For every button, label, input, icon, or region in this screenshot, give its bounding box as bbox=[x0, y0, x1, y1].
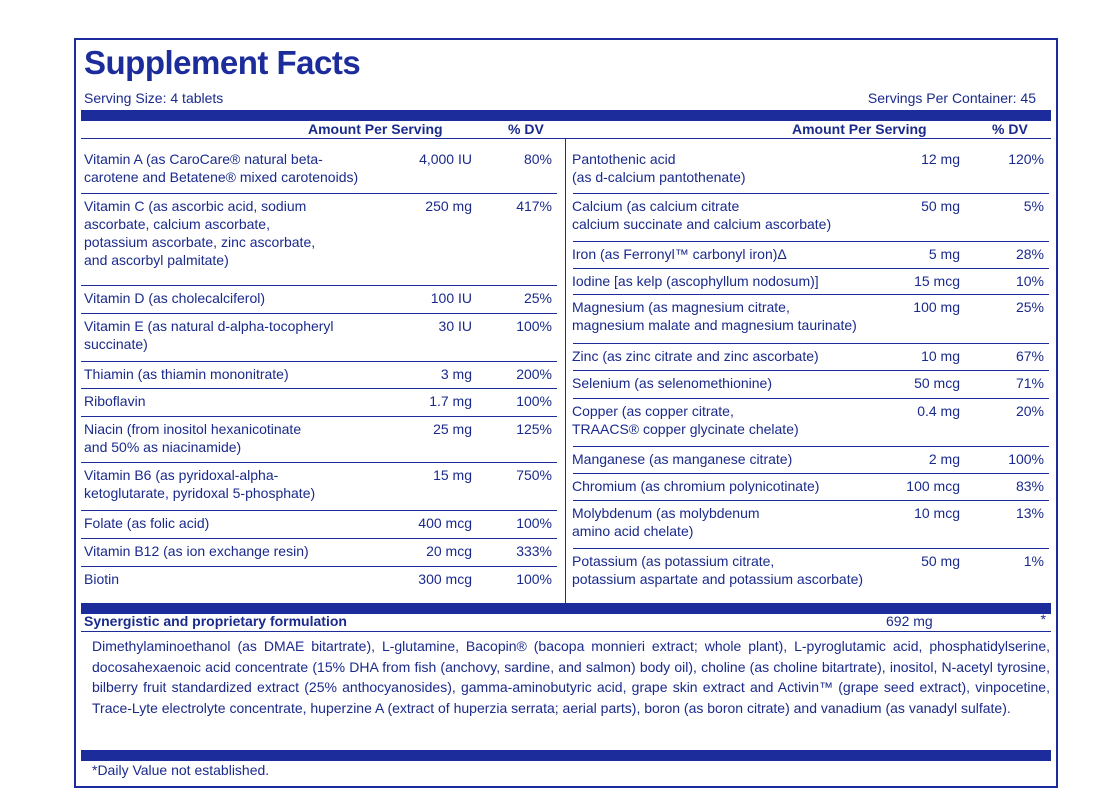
nutrient-name-line: Vitamin D (as cholecalciferol) bbox=[84, 290, 266, 306]
row-rule bbox=[81, 361, 557, 362]
nutrient-amount: 25 mg bbox=[433, 421, 472, 437]
right-amount-header: Amount Per Serving bbox=[792, 121, 927, 137]
nutrient-name-line: (as d-calcium pantothenate) bbox=[572, 169, 746, 185]
nutrient-name-line: Thiamin (as thiamin mononitrate) bbox=[84, 366, 289, 382]
nutrient-dv: 5% bbox=[1023, 198, 1044, 214]
nutrient-amount: 15 mcg bbox=[914, 273, 960, 289]
nutrient-name-line: carotene and Betatene® mixed carotenoids) bbox=[84, 169, 359, 185]
nutrient-name-line: Copper (as copper citrate, bbox=[572, 403, 734, 419]
nutrient-amount: 50 mcg bbox=[914, 375, 960, 391]
bottom-rule bbox=[81, 750, 1051, 761]
nutrient-name-line: and ascorbyl palmitate) bbox=[84, 252, 229, 268]
nutrient-name bbox=[84, 197, 414, 269]
nutrient-name bbox=[572, 450, 932, 468]
nutrient-dv: 100% bbox=[1008, 451, 1044, 467]
row-rule bbox=[573, 473, 1049, 474]
nutrient-name-line: magnesium malate and magnesium taurinate) bbox=[572, 317, 857, 333]
nutrient-dv: 200% bbox=[516, 366, 552, 382]
nutrient-amount: 4,000 IU bbox=[419, 151, 472, 167]
nutrient-name bbox=[572, 402, 932, 438]
nutrient-dv: 20% bbox=[1015, 403, 1044, 419]
nutrient-amount: 100 mg bbox=[913, 299, 960, 315]
nutrient-name-line: and 50% as niacinamide) bbox=[84, 439, 242, 455]
nutrient-name-line: Iodine [as kelp (ascophyllum nodosum)] bbox=[572, 273, 819, 289]
nutrient-name-line: Vitamin A (as CaroCare® natural beta- bbox=[84, 151, 323, 167]
row-rule bbox=[573, 370, 1049, 371]
nutrient-dv: 100% bbox=[516, 393, 552, 409]
nutrient-name bbox=[84, 570, 414, 588]
nutrient-name bbox=[84, 365, 414, 383]
nutrient-amount: 10 mg bbox=[921, 348, 960, 364]
proprietary-ingredients: Dimethylaminoethanol (as DMAE bitartrate), L-glutamine, Bacopin® (bacopa monnieri extract; whole plant), L-pyroglutamic acid, phosphatidylserine, docosahexaenoic acid concentrate (15% DHA from fish (anchovy, sardine, and salmon) body oil), choline (as choline bitartrate), inositol, N-acetyl tyrosine, bilberry fruit standardized extract (25% anthocyanosides), gamma-aminobutyric acid, grape skin extract and Activin™ (grape seed extract), vinpocetine, Trace-Lyte electrolyte concentrate, huperzine A (extract of huperzia serrata; aerial parts), boron (as boron citrate) and vanadium (as vanadyl sulfate). bbox=[92, 638, 1050, 716]
nutrient-name-line: Niacin (from inositol hexanicotinate bbox=[84, 421, 302, 437]
nutrient-dv: 13% bbox=[1015, 505, 1044, 521]
nutrient-name-line: potassium aspartate and potassium ascorbate) bbox=[572, 571, 864, 587]
nutrient-amount: 30 IU bbox=[438, 318, 472, 334]
nutrient-amount: 10 mcg bbox=[914, 505, 960, 521]
nutrient-name-line: potassium ascorbate, zinc ascorbate, bbox=[84, 234, 316, 250]
panel-title: Supplement Facts bbox=[84, 44, 361, 81]
top-rule bbox=[81, 110, 1051, 121]
nutrient-name-line: amino acid chelate) bbox=[572, 523, 694, 539]
nutrient-dv: 25% bbox=[523, 290, 552, 306]
nutrient-name-line: Vitamin E (as natural d-alpha-tocopheryl bbox=[84, 318, 334, 334]
nutrient-name-line: Selenium (as selenomethionine) bbox=[572, 375, 772, 391]
nutrient-name-line: TRAACS® copper glycinate chelate) bbox=[572, 421, 799, 437]
row-rule bbox=[573, 500, 1049, 501]
row-rule bbox=[81, 193, 557, 194]
row-rule bbox=[573, 446, 1049, 447]
nutrient-amount: 12 mg bbox=[921, 151, 960, 167]
nutrient-name-line: Riboflavin bbox=[84, 393, 146, 409]
nutrient-name bbox=[84, 420, 414, 456]
row-rule bbox=[573, 398, 1049, 399]
nutrient-dv: 80% bbox=[523, 151, 552, 167]
row-rule bbox=[81, 416, 557, 417]
footnote: *Daily Value not established. bbox=[92, 762, 270, 778]
row-rule bbox=[573, 193, 1049, 194]
nutrient-dv: 417% bbox=[516, 198, 552, 214]
nutrient-name bbox=[572, 150, 932, 186]
nutrient-name bbox=[84, 392, 414, 410]
nutrient-name-line: Molybdenum (as molybdenum bbox=[572, 505, 760, 521]
nutrient-amount: 0.4 mg bbox=[917, 403, 960, 419]
supplement-facts-panel bbox=[74, 38, 1058, 788]
nutrient-name bbox=[572, 347, 932, 365]
nutrient-name bbox=[84, 466, 414, 502]
servings-per-container: Servings Per Container: 45 bbox=[867, 90, 1036, 106]
row-rule bbox=[573, 241, 1049, 242]
nutrient-name bbox=[572, 272, 932, 290]
nutrient-name bbox=[572, 504, 932, 540]
nutrient-amount: 100 mcg bbox=[906, 478, 960, 494]
proprietary-amount: 692 mg bbox=[886, 613, 933, 629]
nutrient-name-line: Vitamin B12 (as ion exchange resin) bbox=[84, 543, 309, 559]
proprietary-title: Synergistic and proprietary formulation bbox=[84, 613, 347, 629]
nutrient-amount: 400 mcg bbox=[418, 515, 472, 531]
nutrient-dv: 333% bbox=[516, 543, 552, 559]
column-divider bbox=[565, 139, 566, 603]
left-amount-header: Amount Per Serving bbox=[308, 121, 443, 137]
row-rule bbox=[573, 294, 1049, 295]
nutrient-name bbox=[572, 298, 932, 334]
nutrient-name bbox=[84, 514, 414, 532]
nutrient-amount: 15 mg bbox=[433, 467, 472, 483]
proprietary-rule bbox=[81, 631, 1051, 632]
row-rule bbox=[573, 268, 1049, 269]
proprietary-star: * bbox=[1040, 611, 1046, 627]
nutrient-dv: 71% bbox=[1015, 375, 1044, 391]
row-rule bbox=[81, 566, 557, 567]
serving-size: Serving Size: 4 tablets bbox=[84, 90, 224, 106]
nutrient-name-line: ascorbate, calcium ascorbate, bbox=[84, 216, 270, 232]
nutrient-name bbox=[84, 317, 414, 353]
nutrient-name-line: Vitamin B6 (as pyridoxal-alpha- bbox=[84, 467, 279, 483]
row-rule bbox=[81, 462, 557, 463]
nutrient-amount: 50 mg bbox=[921, 198, 960, 214]
row-rule bbox=[81, 313, 557, 314]
nutrient-name-line: Biotin bbox=[84, 571, 120, 587]
nutrient-amount: 300 mcg bbox=[418, 571, 472, 587]
nutrient-dv: 83% bbox=[1015, 478, 1044, 494]
nutrient-name-line: Magnesium (as magnesium citrate, bbox=[572, 299, 790, 315]
row-rule bbox=[81, 388, 557, 389]
left-dv-header: % DV bbox=[508, 121, 544, 137]
nutrient-name bbox=[84, 150, 414, 186]
nutrient-name bbox=[572, 197, 932, 233]
nutrient-dv: 120% bbox=[1008, 151, 1044, 167]
nutrient-amount: 100 IU bbox=[430, 290, 472, 306]
nutrient-name-line: Pantothenic acid bbox=[572, 151, 676, 167]
nutrient-name bbox=[572, 245, 932, 263]
nutrient-dv: 1% bbox=[1023, 553, 1044, 569]
nutrient-amount: 3 mg bbox=[440, 366, 472, 382]
nutrient-name bbox=[572, 552, 932, 588]
nutrient-dv: 100% bbox=[516, 318, 552, 334]
right-dv-header: % DV bbox=[992, 121, 1028, 137]
nutrient-name-line: ketoglutarate, pyridoxal 5-phosphate) bbox=[84, 485, 316, 501]
row-rule bbox=[81, 510, 557, 511]
nutrient-dv: 750% bbox=[516, 467, 552, 483]
nutrient-dv: 28% bbox=[1015, 246, 1044, 262]
nutrient-name-line: succinate) bbox=[84, 336, 148, 352]
nutrient-name-line: calcium succinate and calcium ascorbate) bbox=[572, 216, 832, 232]
nutrient-name-line: Calcium (as calcium citrate bbox=[572, 198, 740, 214]
nutrient-amount: 1.7 mg bbox=[429, 393, 472, 409]
nutrient-amount: 50 mg bbox=[921, 553, 960, 569]
nutrient-dv: 10% bbox=[1015, 273, 1044, 289]
row-rule bbox=[81, 538, 557, 539]
nutrient-name-line: Zinc (as zinc citrate and zinc ascorbate) bbox=[572, 348, 819, 364]
nutrient-name-line: Vitamin C (as ascorbic acid, sodium bbox=[84, 198, 307, 214]
nutrient-dv: 100% bbox=[516, 571, 552, 587]
nutrient-amount: 250 mg bbox=[425, 198, 472, 214]
nutrient-dv: 25% bbox=[1015, 299, 1044, 315]
nutrient-name bbox=[84, 542, 414, 560]
nutrient-name-line: Iron (as Ferronyl™ carbonyl iron)Δ bbox=[572, 246, 787, 262]
nutrient-name-line: Potassium (as potassium citrate, bbox=[572, 553, 775, 569]
nutrient-name-line: Manganese (as manganese citrate) bbox=[572, 451, 793, 467]
nutrient-amount: 5 mg bbox=[928, 246, 960, 262]
nutrient-amount: 2 mg bbox=[928, 451, 960, 467]
nutrient-name bbox=[84, 289, 414, 307]
nutrient-amount: 20 mcg bbox=[426, 543, 472, 559]
row-rule bbox=[573, 343, 1049, 344]
header-rule bbox=[81, 138, 1051, 139]
nutrient-dv: 100% bbox=[516, 515, 552, 531]
nutrient-dv: 67% bbox=[1015, 348, 1044, 364]
row-rule bbox=[573, 548, 1049, 549]
nutrient-name-line: Folate (as folic acid) bbox=[84, 515, 210, 531]
nutrient-name bbox=[572, 477, 932, 495]
nutrient-dv: 125% bbox=[516, 421, 552, 437]
nutrient-name bbox=[572, 374, 932, 392]
row-rule bbox=[81, 285, 557, 286]
nutrient-name-line: Chromium (as chromium polynicotinate) bbox=[572, 478, 820, 494]
